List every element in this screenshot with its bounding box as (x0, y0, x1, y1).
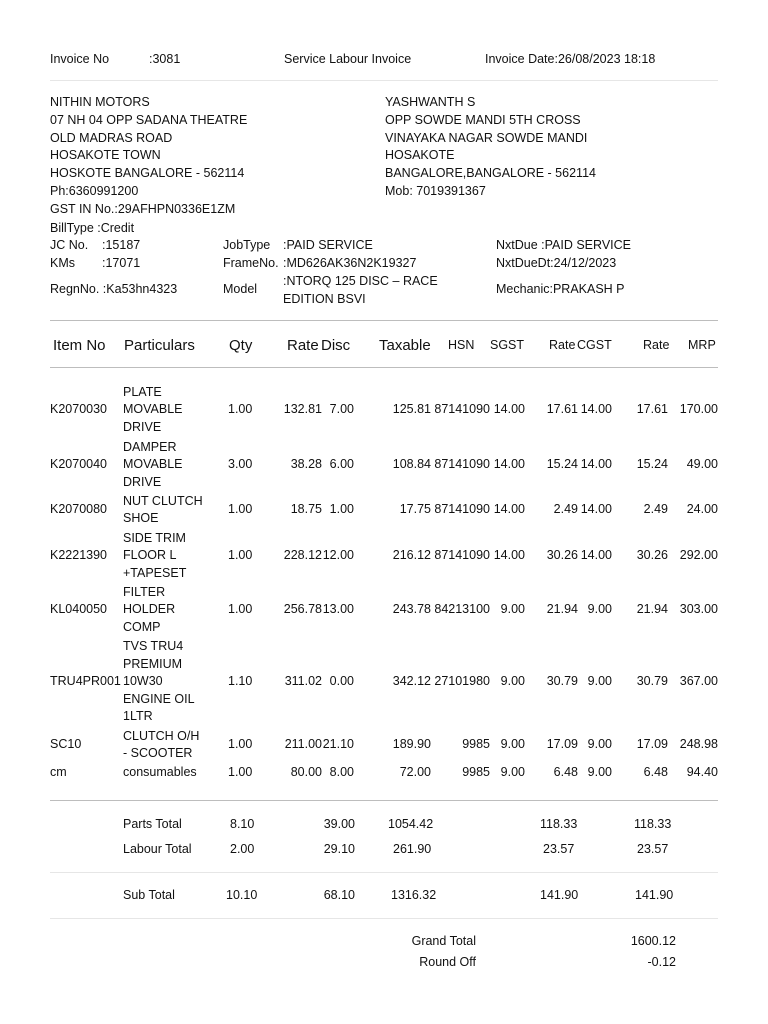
jobtype-label: JobType (223, 238, 271, 252)
frame-value: :MD626AK36N2K19327 (283, 256, 417, 270)
item-rate: 211.00 (284, 737, 322, 751)
regn-no: RegnNo. :Ka53hn4323 (50, 282, 178, 296)
item-rate: 228.12 (283, 548, 322, 562)
labour-total-sgst: 23.57 (543, 842, 575, 856)
item-cgst-amount: 30.79 (636, 674, 668, 688)
parts-total-qty: 8.10 (230, 817, 255, 831)
item-rate: 80.00 (290, 765, 322, 779)
buyer-line: OPP SOWDE MANDI 5TH CROSS (385, 112, 581, 127)
buyer-address (385, 94, 596, 201)
item-mrp: 248.98 (679, 737, 718, 751)
divider (50, 872, 718, 873)
item-sgst-amount: 15.24 (546, 457, 578, 471)
item-no: K2070080 (50, 502, 108, 516)
labour-total-qty: 2.00 (230, 842, 255, 856)
seller-line: 07 NH 04 OPP SADANA THEATRE (50, 112, 248, 127)
frame-label: FrameNo. (223, 256, 279, 270)
item-hsn: 87141090 (434, 502, 490, 516)
sub-total-taxable: 1316.32 (391, 888, 437, 902)
seller-line: HOSKOTE BANGALORE - 562114 (50, 166, 245, 181)
kms-value: :17071 (102, 256, 141, 270)
col-disc: Disc (321, 337, 351, 354)
item-cgst-amount: 17.09 (636, 737, 668, 751)
item-disc: 7.00 (329, 402, 354, 416)
item-no: K2070030 (50, 402, 108, 416)
item-no: cm (50, 765, 67, 779)
item-cgst-amount: 6.48 (643, 765, 668, 779)
item-mrp: 367.00 (679, 674, 718, 688)
item-rate: 38.28 (290, 457, 322, 471)
item-hsn: 27101980 (434, 674, 490, 688)
item-cgst-rate: 14.00 (580, 548, 612, 562)
buyer-line: BANGALORE,BANGALORE - 562114 (385, 166, 596, 181)
divider (50, 800, 718, 801)
item-cgst-amount: 2.49 (643, 502, 668, 516)
item-sgst-amount: 21.94 (546, 602, 578, 616)
seller-address (50, 94, 247, 219)
item-no: TRU4PR001 (50, 674, 121, 688)
item-sgst-amount: 6.48 (553, 765, 578, 779)
item-sgst-rate: 14.00 (493, 402, 525, 416)
item-taxable: 216.12 (392, 548, 431, 562)
col-rate: Rate (287, 337, 319, 354)
item-mrp: 170.00 (679, 402, 718, 416)
next-due: NxtDue :PAID SERVICE (496, 238, 631, 252)
col-cgst: CGST (577, 338, 612, 352)
item-sgst-rate: 14.00 (493, 502, 525, 516)
model-label: Model (223, 282, 258, 296)
seller-phone: Ph:6360991200 (50, 183, 139, 198)
item-qty: 1.10 (228, 674, 253, 688)
item-no: K2070040 (50, 457, 108, 471)
item-rate: 132.81 (283, 402, 322, 416)
item-cgst-rate: 14.00 (580, 457, 612, 471)
item-sgst-amount: 2.49 (553, 502, 578, 516)
item-particulars: DAMPER MOVABLE DRIVE (123, 439, 183, 489)
invoice-no-value: :3081 (149, 52, 181, 66)
item-qty: 1.00 (228, 548, 253, 562)
labour-total-taxable: 261.90 (393, 842, 432, 856)
item-qty: 1.00 (228, 402, 253, 416)
divider (50, 367, 718, 368)
item-disc: 0.00 (329, 674, 354, 688)
item-particulars: consumables (123, 765, 197, 779)
item-taxable: 243.78 (392, 602, 431, 616)
item-disc: 21.10 (322, 737, 354, 751)
jc-no-value: :15187 (102, 238, 141, 252)
item-cgst-amount: 30.26 (636, 548, 668, 562)
col-qty: Qty (229, 337, 253, 354)
item-particulars: CLUTCH O/H - SCOOTER (123, 728, 200, 760)
item-taxable: 17.75 (399, 502, 431, 516)
seller-gst: GST IN No.:29AFHPN0336E1ZM (50, 201, 236, 216)
seller-line: OLD MADRAS ROAD (50, 130, 173, 145)
round-off-label: Round Off (419, 955, 476, 969)
col-taxable: Taxable (379, 337, 431, 354)
mechanic: Mechanic:PRAKASH P (496, 282, 625, 296)
next-due-date: NxtDueDt:24/12/2023 (496, 256, 617, 270)
item-particulars: TVS TRU4 PREMIUM 10W30 ENGINE OIL 1LTR (123, 639, 195, 723)
sub-total-sgst: 141.90 (540, 888, 579, 902)
item-cgst-rate: 9.00 (587, 737, 612, 751)
item-mrp: 94.40 (686, 765, 718, 779)
col-mrp: MRP (688, 338, 716, 352)
item-taxable: 342.12 (392, 674, 431, 688)
item-taxable: 189.90 (392, 737, 431, 751)
parts-total-label: Parts Total (123, 817, 182, 831)
divider (50, 320, 718, 321)
bill-type: BillType :Credit (50, 221, 135, 235)
col-hsn: HSN (448, 338, 475, 352)
jobtype-value: :PAID SERVICE (283, 238, 373, 252)
labour-total-disc: 29.10 (323, 842, 355, 856)
item-hsn: 9985 (462, 765, 490, 779)
col-cgst-rate: Rate (643, 338, 670, 352)
buyer-name: YASHWANTH S (385, 95, 476, 109)
seller-name: NITHIN MOTORS (50, 95, 150, 109)
labour-total-cgst: 23.57 (637, 842, 669, 856)
item-disc: 12.00 (322, 548, 354, 562)
buyer-line: VINAYAKA NAGAR SOWDE MANDI (385, 130, 588, 145)
item-hsn: 87141090 (434, 548, 490, 562)
item-rate: 18.75 (290, 502, 322, 516)
buyer-mobile: Mob: 7019391367 (385, 183, 486, 198)
item-hsn: 9985 (462, 737, 490, 751)
item-no: K2221390 (50, 548, 108, 562)
parts-total-taxable: 1054.42 (388, 817, 434, 831)
item-qty: 1.00 (228, 765, 253, 779)
item-sgst-rate: 9.00 (500, 737, 525, 751)
item-cgst-rate: 14.00 (580, 502, 612, 516)
item-sgst-rate: 9.00 (500, 602, 525, 616)
parts-total-cgst: 118.33 (634, 817, 672, 831)
sub-total-label: Sub Total (123, 888, 175, 902)
invoice-date: Invoice Date:26/08/2023 18:18 (485, 52, 656, 66)
invoice-title: Service Labour Invoice (284, 52, 412, 66)
item-cgst-amount: 21.94 (636, 602, 668, 616)
grand-total-label: Grand Total (411, 934, 476, 948)
item-sgst-rate: 14.00 (493, 457, 525, 471)
item-mrp: 292.00 (679, 548, 718, 562)
item-mrp: 49.00 (686, 457, 718, 471)
grand-total-value: 1600.12 (630, 934, 676, 948)
item-particulars: PLATE MOVABLE DRIVE (123, 384, 183, 434)
item-qty: 1.00 (228, 602, 253, 616)
divider (50, 918, 718, 919)
item-disc: 13.00 (322, 602, 354, 616)
item-particulars: FILTER HOLDER COMP (123, 584, 176, 634)
item-sgst-rate: 9.00 (500, 765, 525, 779)
item-rate: 311.02 (284, 674, 322, 688)
item-qty: 1.00 (228, 737, 253, 751)
item-disc: 8.00 (329, 765, 354, 779)
item-disc: 6.00 (329, 457, 354, 471)
item-cgst-rate: 9.00 (587, 602, 612, 616)
item-hsn: 87141090 (434, 457, 490, 471)
divider (50, 80, 718, 81)
item-particulars: NUT CLUTCH SHOE (123, 493, 203, 525)
item-no: SC10 (50, 737, 82, 751)
item-cgst-rate: 9.00 (587, 674, 612, 688)
parts-total-sgst: 118.33 (540, 817, 578, 831)
item-sgst-amount: 30.26 (546, 548, 578, 562)
labour-total-label: Labour Total (123, 842, 192, 856)
item-cgst-amount: 15.24 (636, 457, 668, 471)
sub-total-disc: 68.10 (323, 888, 355, 902)
item-mrp: 303.00 (679, 602, 718, 616)
item-taxable: 108.84 (392, 457, 431, 471)
item-cgst-amount: 17.61 (636, 402, 668, 416)
model-value: :NTORQ 125 DISC – RACE EDITION BSVI (283, 274, 438, 306)
col-item-no: Item No (53, 337, 106, 354)
item-hsn: 87141090 (434, 402, 490, 416)
item-no: KL040050 (50, 602, 108, 616)
item-cgst-rate: 14.00 (580, 402, 612, 416)
sub-total-cgst: 141.90 (635, 888, 674, 902)
item-sgst-rate: 14.00 (493, 548, 525, 562)
buyer-line: HOSAKOTE (385, 148, 455, 163)
col-particulars: Particulars (124, 337, 195, 354)
item-cgst-rate: 9.00 (587, 765, 612, 779)
seller-line: HOSAKOTE TOWN (50, 148, 161, 163)
kms-label: KMs (50, 256, 75, 270)
item-particulars: SIDE TRIM FLOOR L +TAPESET (123, 530, 187, 580)
item-hsn: 84213100 (434, 602, 490, 616)
item-sgst-rate: 9.00 (500, 674, 525, 688)
item-sgst-amount: 30.79 (546, 674, 578, 688)
sub-total-qty: 10.10 (226, 888, 258, 902)
col-sgst: SGST (490, 338, 525, 352)
item-mrp: 24.00 (686, 502, 718, 516)
item-qty: 3.00 (228, 457, 253, 471)
item-sgst-amount: 17.61 (546, 402, 578, 416)
item-taxable: 125.81 (392, 402, 431, 416)
invoice-no-label: Invoice No (50, 52, 110, 66)
item-rate: 256.78 (283, 602, 322, 616)
item-qty: 1.00 (228, 502, 253, 516)
round-off-value: -0.12 (647, 955, 676, 969)
col-sgst-rate: Rate (549, 338, 576, 352)
item-disc: 1.00 (329, 502, 354, 516)
jc-no-label: JC No. (50, 238, 89, 252)
item-taxable: 72.00 (399, 765, 431, 779)
item-sgst-amount: 17.09 (546, 737, 578, 751)
parts-total-disc: 39.00 (323, 817, 355, 831)
